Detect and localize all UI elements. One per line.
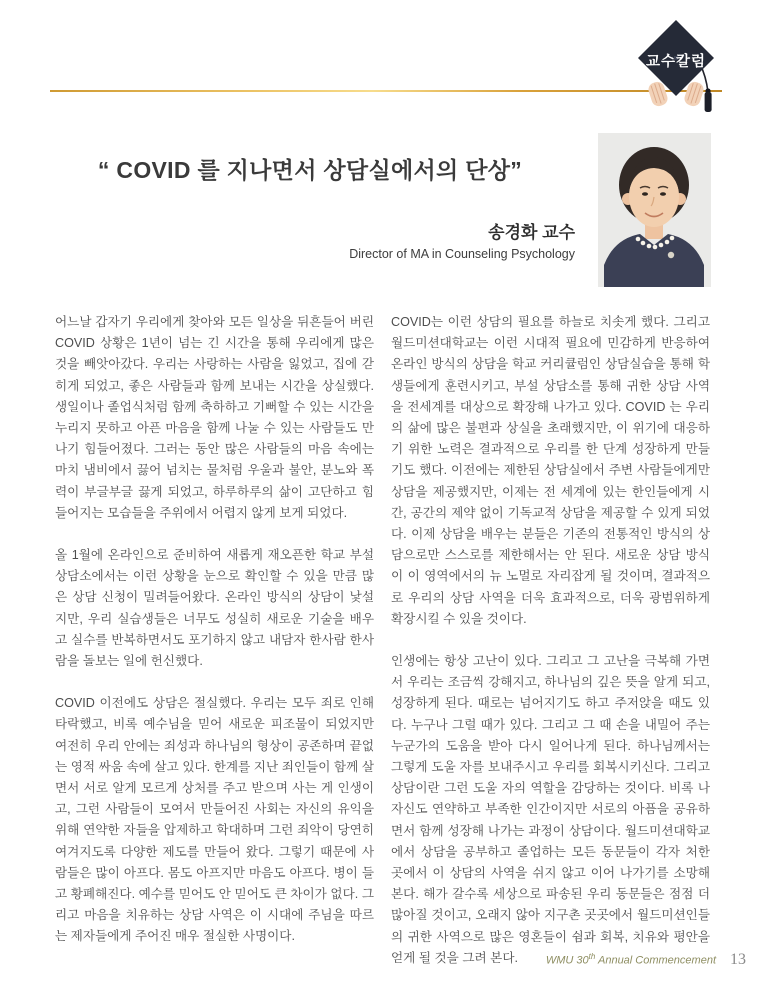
page-number: 13: [730, 951, 746, 968]
paragraph: 인생에는 항상 고난이 있다. 그리고 그 고난을 극복해 가면서 우리는 조금씩 강해지고, 하나님의 깊은 뜻을 알게 되고, 성장하게 된다. 때로는 넘어지기도 하고 주저앉을 때도 있다. 누구나 그럴 때가 있다. 그리고 그 때 손을 내밀어 주는 누군가의 도움을 받아 다시 일어나게 된다. 하나님께서는 그렇게 도울 자를 보내주시고 우리를 회복시키신다. 그리고 상담이란 그런 도울 자의 역할을 감당하는 것이다. 비록 나 자신도 연약하고 부족한 인간이지만 서로의 아픔을 공유하면서 함께 성장해 나가는 과정이 상담이다. 월드미션대학교에서 상담을 공부하고 졸업하는 모든 동문들이 각자 처한 곳에서 이 상담의 사역을 쉬지 않고 이어 나가기를 소망해 본다. 해가 갈수록 세상으로 파송된 우리 동문들은 점점 더 많아질 것이고, 오래지 않아 지구촌 곳곳에서 월드미션인들의 귀한 사역으로 많은 영혼들이 쉼과 회복, 치유와 평안을 얻게 될 것을 그려 본다.: [391, 654, 710, 965]
professor-column-badge: [612, 14, 752, 124]
author-title: Director of MA in Counseling Psychology: [349, 247, 575, 261]
author-photo: [598, 133, 711, 287]
article-title: “ COVID 를 지나면서 상담실에서의 단상”: [97, 157, 523, 183]
paragraph: 어느날 갑자기 우리에게 찾아와 모든 일상을 뒤흔들어 버린 COVID 상황은 1년이 넘는 긴 시간을 통해 우리에게 많은 것을 빼앗아갔다. 우리는 사랑하는 사람을 잃었고, 집에 갇히게 되었고, 좋은 사람들과 함께 보내는 시간을 상실했다. 생일이나 졸업식처럼 함께 축하하고 기뻐할 수 있는 시간을 누리지 못하고 아픈 마음을 함께 나눌 수 있는 사람들도 만나기 힘들어졌다. 그러는 동안 많은 사람들의 마음 속에는 마치 냄비에서 끓어 넘치는 물처럼 우울과 불안, 분노와 폭력이 부글부글 끓게 되었고, 하루하루의 삶이 고단하고 힘들어지는 모습들을 주위에서 어렵지 않게 보게 되었다.: [55, 315, 374, 520]
author-block: [349, 218, 575, 261]
page-footer: [546, 951, 746, 969]
paragraph: COVID는 이런 상담의 필요를 하늘로 치솟게 했다. 그리고 월드미션대학교는 이런 시대적 필요에 민감하게 반응하여 온라인 방식의 상담을 학교 커리큘럼인 상담실습을 통해 학생들에게 훈련시키고, 부설 상담소를 통해 귀한 상담 사역을 전세계를 대상으로 확장해 나가고 있다. COVID 는 우리의 삶에 많은 불편과 상실을 초래했지만, 이 위기에 대응하기 위한 노력은 결과적으로 우리를 한 단계 성장하게 만들기도 했다. 이전에는 제한된 상담실에서 주변 사람들에게만 상담을 제공했지만, 이제는 전 세계에 있는 한인들에게 시간, 공간의 제약 없이 기독교적 상담을 제공할 수 있게 되었다. 이제 상담을 배우는 분들은 기존의 전통적인 방식의 상담으로만 스스로를 제한해서는 안 된다. 새로운 상담 방식이 이 영역에서의 뉴 노멀로 자리잡게 될 것이며, 결과적으로 우리의 상담 사역을 더욱 효과적으로, 더욱 광범위하게 확장시킬 수 있을 것이다.: [391, 315, 710, 626]
article-left-column: [55, 312, 374, 969]
badge-label: 교수칼럼: [645, 54, 707, 70]
article-right-column: [391, 312, 710, 990]
paragraph: COVID 이전에도 상담은 절실했다. 우리는 모두 죄로 인해 타락했고, 비록 예수님을 믿어 새로운 피조물이 되었지만 여전히 우리 안에는 죄성과 하나님의 형상이 공존하며 끝없는 영적 싸움 속에 살고 있다. 한계를 지난 죄인들이 함께 살면서 서로 알게 모르게 상처를 주고 받으며 사는 게 인생이고, 그런 사람들이 모여서 만들어진 사회는 자신의 유익을 위해 연약한 자들을 압제하고 학대하며 그런 죄악이 당연히 여겨지도록 다양한 제도를 만들어 왔다. 그렇기 때문에 사람들은 많이 아프다. 몸도 아프지만 마음도 아프다. 병이 들고 황폐해진다. 예수를 믿어도 안 믿어도 큰 차이가 없다. 그리고 마음을 치유하는 상담 사역은 이 시대에 주님을 따르는 제자들에게 주어진 매우 절실한 사명이다.: [55, 696, 374, 944]
footer-publication-label: WMU 30th Annual Commencement: [545, 952, 716, 967]
paragraph: 올 1월에 온라인으로 준비하여 새롭게 재오픈한 학교 부설 상담소에서는 이런 상황을 눈으로 확인할 수 있을 만큼 많은 상담 신청이 밀려들어왔다. 온라인 방식의 상담이 낯설지만, 우리 실습생들은 너무도 성실히 새로운 기술을 배우고 실수를 반복하면서도 포기하지 않고 내담자 한사람 한사람을 돌보는 일에 헌신했다.: [55, 548, 374, 669]
portrait-illustration: [598, 133, 711, 287]
author-name: 송경화 교수: [488, 223, 575, 242]
